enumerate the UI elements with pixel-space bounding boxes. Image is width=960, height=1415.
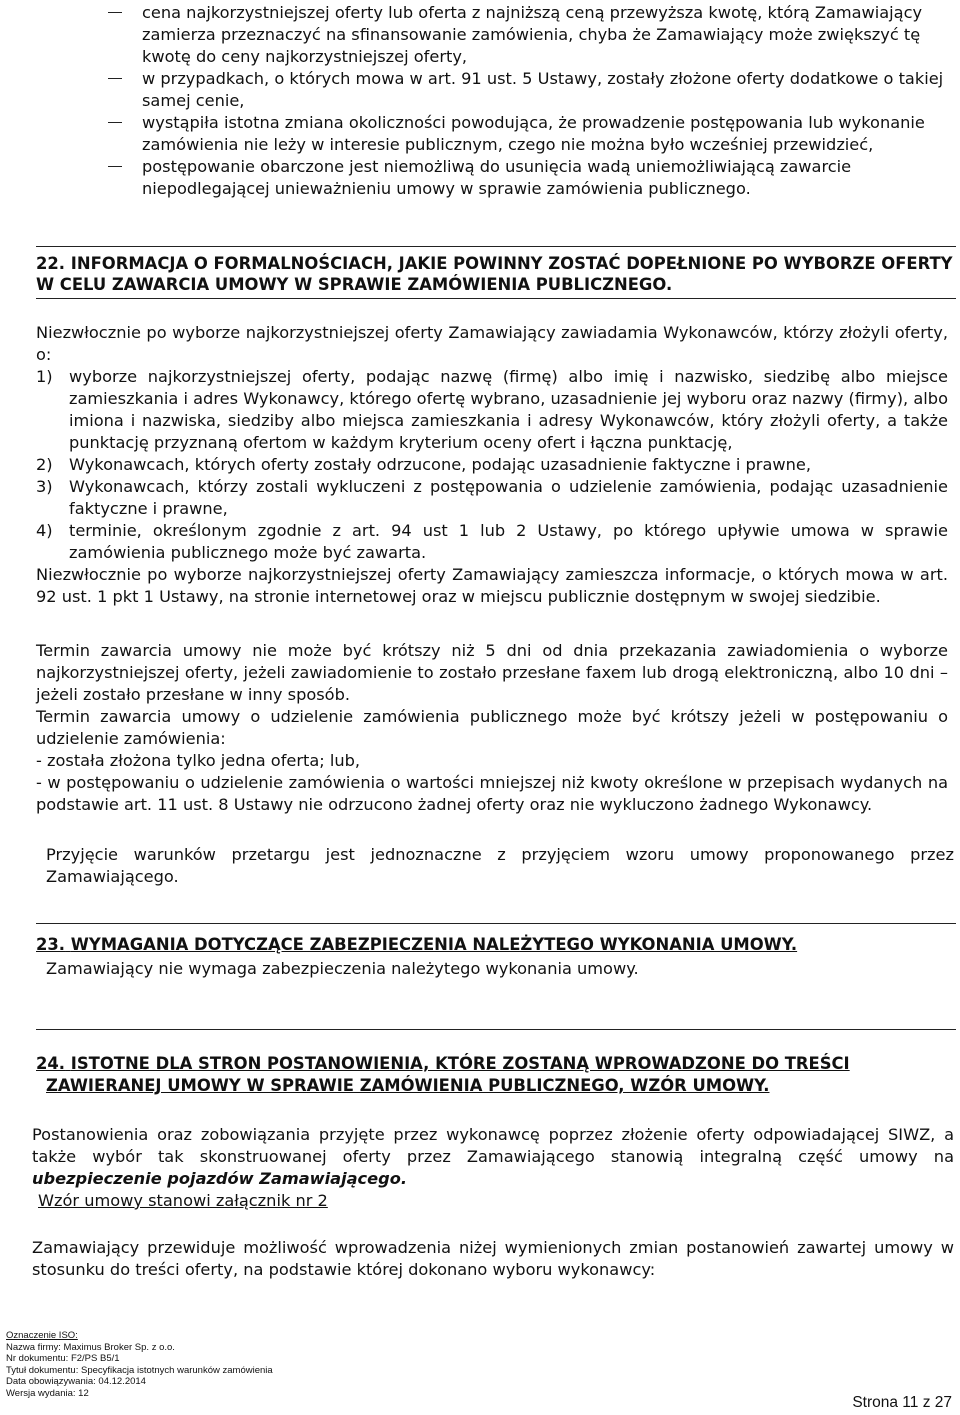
section-24-changes xyxy=(32,1237,954,1281)
document-footer xyxy=(6,1330,273,1399)
numbered-item: 4) terminie, określonym zgodnie z art. 94 ust 1 lub 2 Ustawy, po którego upływie umowa w sprawie zamówienia publicznego może być zawarta. xyxy=(36,521,948,562)
numbered-item: 1) wyborze najkorzystniejszej oferty, podając nazwę (firmę) albo imię i nazwisko, siedzibę albo miejsce zamieszkania i adres Wykonawcy, którego ofertę wybrano, uzasadnienie jej wyboru oraz nazwy (firmy), albo imiona i nazwiska, siedziby albo miejsca zamieszkania i adresy Wykonawców, który złożyli oferty, a także punktację przyznaną ofertom w każdym kryterium oceny ofert i łączna punktację, xyxy=(36,367,948,452)
paragraph: Termin zawarcia umowy o udzielenie zamówienia publicznego może być krótszy jeżeli w postępowaniu o udzielenie zamówienia: xyxy=(36,707,948,748)
bullet-item: wystąpiła istotna zmiana okoliczności powodująca, że prowadzenie postępowania lub wykonanie zamówienia nie leży w interesie publicznym, czego nie można było wcześniej przewidzieć, xyxy=(0,112,960,156)
bullet-item: postępowanie obarczone jest niemożliwą do usunięcia wadą uniemożliwiającą zawarcie niepodlegającej unieważnieniu umowy w sprawie zamówienia publicznego. xyxy=(0,156,960,200)
section-22-acceptance xyxy=(46,844,954,888)
footer-doc-title: Tytuł dokumentu: Specyfikacja istotnych warunków zamówienia xyxy=(6,1364,273,1376)
numbered-item: 2) Wykonawcach, których oferty zostały odrzucone, podając uzasadnienie faktyczne i prawne, xyxy=(36,455,811,474)
emphasis-text: ubezpieczenie pojazdów Zamawiającego. xyxy=(32,1169,407,1188)
paragraph: Przyjęcie warunków przetargu jest jednoznaczne z przyjęciem wzoru umowy proponowanego przez Zamawiającego. xyxy=(46,845,954,886)
page-number: Strona 11 z 27 xyxy=(852,1394,952,1411)
section-number: 23. xyxy=(36,935,66,954)
bullet-item: cena najkorzystniejszej oferty lub oferta z najniższą ceną przewyższa kwotę, którą Zamawiający zamierza przeznaczyć na sfinansowanie zamówienia, chyba że Zamawiający może zwiększyć tę kwotę do ceny najkorzystniejszej oferty, xyxy=(0,2,960,68)
section-22-terms xyxy=(36,640,948,816)
section-23-body xyxy=(46,958,954,980)
dash-bullet-icon xyxy=(108,78,122,79)
paragraph: Zamawiający nie wymaga zabezpieczenia należytego wykonania umowy. xyxy=(46,959,639,978)
section-title: ISTOTNE DLA STRON POSTANOWIENIA, KTÓRE ZOSTANĄ WPROWADZONE DO TREŚCI xyxy=(70,1054,850,1073)
section-divider xyxy=(36,298,956,299)
paragraph: - została złożona tylko jedna oferta; lub, xyxy=(36,751,361,770)
footer-version: Wersja wydania: 12 xyxy=(6,1387,89,1399)
paragraph: Niezwłocznie po wyborze najkorzystniejszej oferty Zamawiający zawiadamia Wykonawców, którzy złożyli oferty, o: xyxy=(36,323,948,364)
section-24-body xyxy=(32,1124,954,1212)
footer-title: Oznaczenie ISO: xyxy=(6,1330,78,1341)
section-title: INFORMACJA O FORMALNOŚCIACH, JAKIE POWINNY ZOSTAĆ DOPEŁNIONE PO WYBORZE OFERTY W CELU ZAWARCIA UMOWY W SPRAWIE ZAMÓWIENIA PUBLICZNEGO. xyxy=(36,254,953,294)
section-number: 22. xyxy=(36,254,66,273)
footer-valid-date: Data obowiązywania: 04.12.2014 xyxy=(6,1376,146,1387)
section-title-continued: ZAWIERANEJ UMOWY W SPRAWIE ZAMÓWIENIA PUBLICZNEGO, WZÓR UMOWY. xyxy=(46,1076,770,1095)
footer-doc-no: Nr dokumentu: F2/PS B5/1 xyxy=(6,1353,120,1364)
section-divider xyxy=(36,923,956,924)
paragraph: Postanowienia oraz zobowiązania przyjęte przez wykonawcę poprzez złożenie oferty odpowiadającej SIWZ, a także wybór tak skonstruowanej oferty przez Zamawiającego stanowią integralną część umowy na ubezpieczenie pojazdów Zamawiającego. xyxy=(32,1125,954,1188)
dash-bullet-icon xyxy=(108,12,122,13)
paragraph: Termin zawarcia umowy nie może być krótszy niż 5 dni od dnia przekazania zawiadomienia o wyborze najkorzystniejszej oferty, jeżeli zawiadomienie to zostało przesłane faxem lub drogą elektroniczną, albo 10 dni – jeżeli zostało przesłane w inny sposób. xyxy=(36,641,948,704)
section-23-heading xyxy=(36,934,956,955)
dash-bullet-icon xyxy=(108,122,122,123)
section-number: 24. xyxy=(36,1054,66,1073)
bullet-list xyxy=(0,2,960,200)
dash-bullet-icon xyxy=(108,166,122,167)
paragraph: Zamawiający przewiduje możliwość wprowadzenia niżej wymienionych zmian postanowień zawartej umowy w stosunku do treści oferty, na podstawie której dokonano wyboru wykonawcy: xyxy=(32,1238,954,1279)
footer-company: Nazwa firmy: Maximus Broker Sp. z o.o. xyxy=(6,1341,175,1353)
bullet-item: w przypadkach, o których mowa w art. 91 ust. 5 Ustawy, zostały złożone oferty dodatkowe o takiej samej cenie, xyxy=(0,68,960,112)
section-24-heading xyxy=(36,1053,956,1097)
section-22-body xyxy=(36,322,948,608)
section-22-heading xyxy=(36,253,956,295)
paragraph: Niezwłocznie po wyborze najkorzystniejszej oferty Zamawiający zamieszcza informacje, o których mowa w art. 92 ust. 1 pkt 1 Ustawy, na stronie internetowej oraz w miejscu publicznie dostępnym w swojej siedzibie. xyxy=(36,565,948,606)
section-divider xyxy=(36,246,956,247)
numbered-item: 3) Wykonawcach, którzy zostali wykluczeni z postępowania o udzielenie zamówienia, podając uzasadnienie faktyczne i prawne, xyxy=(36,477,948,518)
section-title: WYMAGANIA DOTYCZĄCE ZABEZPIECZENIA NALEŻYTEGO WYKONANIA UMOWY. xyxy=(70,935,798,954)
annex-reference: Wzór umowy stanowi załącznik nr 2 xyxy=(38,1191,328,1210)
section-divider xyxy=(36,1029,956,1030)
paragraph: - w postępowaniu o udzielenie zamówienia o wartości mniejszej niż kwoty określone w przepisach wydanych na podstawie art. 11 ust. 8 Ustawy nie odrzucono żadnej oferty oraz nie wykluczono żadnego Wykonawcy. xyxy=(36,773,948,814)
